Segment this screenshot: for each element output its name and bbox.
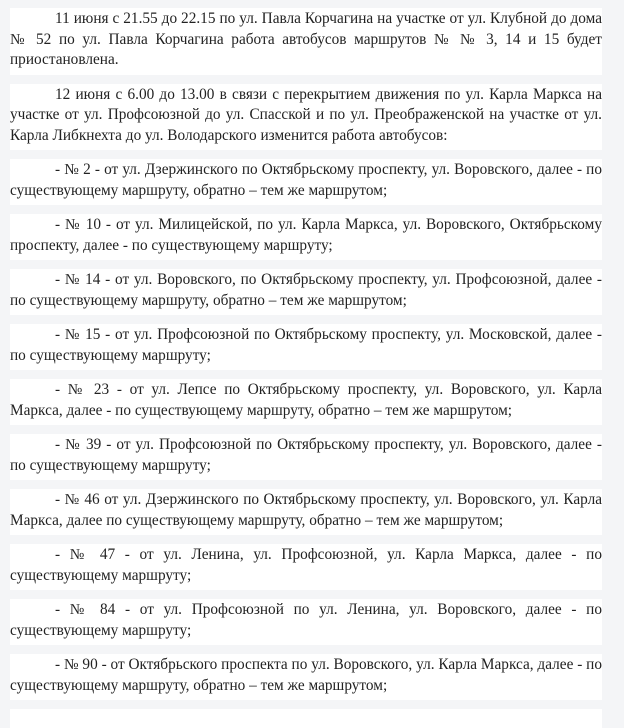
paragraph-cut-off bbox=[10, 709, 602, 728]
route-item-23: - № 23 - от ул. Лепсе по Октябрьскому проспекту, ул. Воровского, ул. Карла Маркса, далее - по существующему маршруту, обратно – тем же маршрутом; bbox=[10, 379, 602, 425]
route-item-14: - № 14 - от ул. Воровского, по Октябрьскому проспекту, ул. Профсоюзной, далее - по существующему маршруту, обратно – тем же маршрутом; bbox=[10, 269, 602, 315]
route-item-47: - № 47 - от ул. Ленина, ул. Профсоюзной, ул. Карла Маркса, далее - по существующему маршруту; bbox=[10, 544, 602, 590]
paragraph-closure-june-11: 11 июня с 21.55 до 22.15 по ул. Павла Корчагина на участке от ул. Клубной до дома № 52 по ул. Павла Корчагина работа автобусов маршрутов № № 3, 14 и 15 будет приостановлена. bbox=[10, 8, 602, 75]
route-item-10: - № 10 - от ул. Милицейской, по ул. Карла Маркса, ул. Воровского, Октябрьскому проспекту, далее - по существующему маршруту; bbox=[10, 214, 602, 260]
route-item-2: - № 2 - от ул. Дзержинского по Октябрьскому проспекту, ул. Воровского, далее - по существующему маршруту, обратно – тем же маршрутом; bbox=[10, 159, 602, 205]
route-item-84: - № 84 - от ул. Профсоюзной по ул. Ленина, ул. Воровского, далее - по существующему маршруту; bbox=[10, 599, 602, 645]
route-item-15: - № 15 - от ул. Профсоюзной по Октябрьскому проспекту, ул. Московской, далее - по существующему маршруту; bbox=[10, 324, 602, 370]
route-item-90: - № 90 - от Октябрьского проспекта по ул. Воровского, ул. Карла Маркса, далее - по существующему маршруту, обратно – тем же маршрутом; bbox=[10, 654, 602, 700]
route-item-46: - № 46 от ул. Дзержинского по Октябрьскому проспекту, ул. Воровского, ул. Карла Маркса, далее по существующему маршруту, обратно – тем же маршрутом; bbox=[10, 489, 602, 535]
route-item-39: - № 39 - от ул. Профсоюзной по Октябрьскому проспекту, ул. Воровского, далее - по существующему маршруту; bbox=[10, 434, 602, 480]
paragraph-changes-june-12: 12 июня с 6.00 до 13.00 в связи с перекрытием движения по ул. Карла Маркса на участке от ул. Профсоюзной до ул. Спасской и по ул. Преображенской на участке от ул. Карла Либкнехта до ул. Володарского изменится работа автобусов: bbox=[10, 84, 602, 151]
